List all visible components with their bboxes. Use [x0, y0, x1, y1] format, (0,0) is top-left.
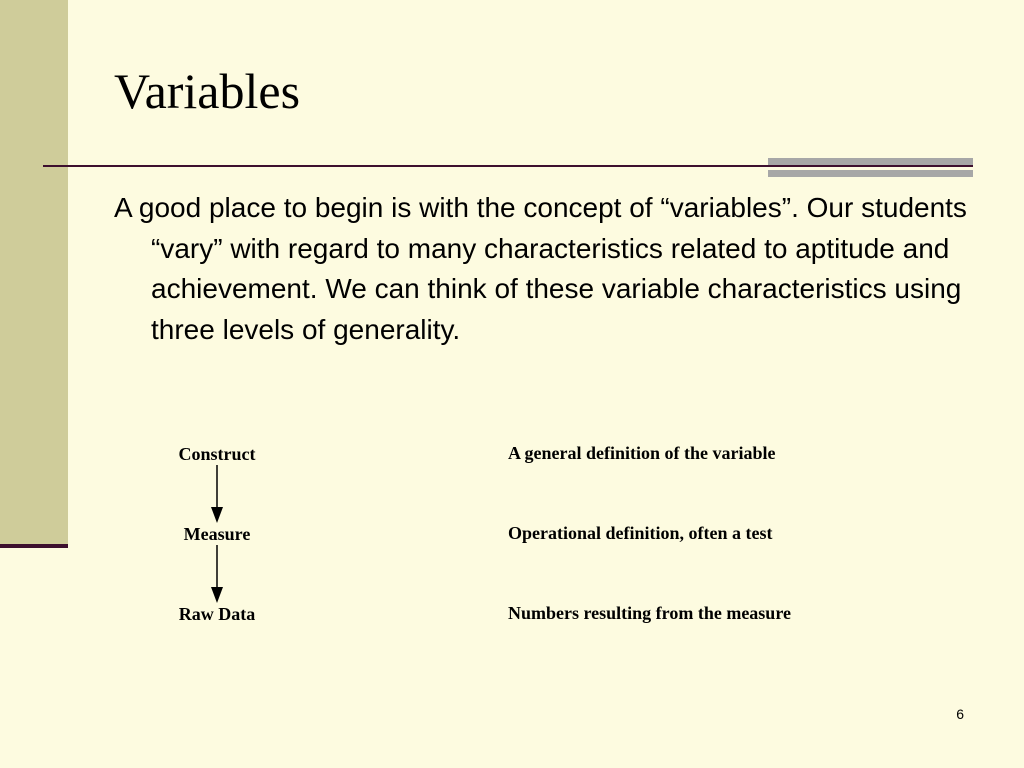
- definition-construct: A general definition of the variable: [508, 443, 776, 463]
- arrow-down-icon: [209, 465, 225, 525]
- node-construct: Construct: [178, 444, 256, 464]
- body-paragraph: A good place to begin is with the concept of “variables”. Our students “vary” with regard to many characteristics related to aptitude and achievement. We can think of these variable characteristics using three levels of generality.: [114, 192, 967, 345]
- definition-measure: Operational definition, often a test: [508, 523, 773, 543]
- page-number: 6: [956, 706, 964, 722]
- arrow-down-icon: [209, 545, 225, 605]
- slide-title: Variables: [114, 63, 301, 119]
- node-raw-data: Raw Data: [178, 604, 256, 624]
- node-measure: Measure: [183, 524, 251, 544]
- definition-raw-data: Numbers resulting from the measure: [508, 603, 791, 623]
